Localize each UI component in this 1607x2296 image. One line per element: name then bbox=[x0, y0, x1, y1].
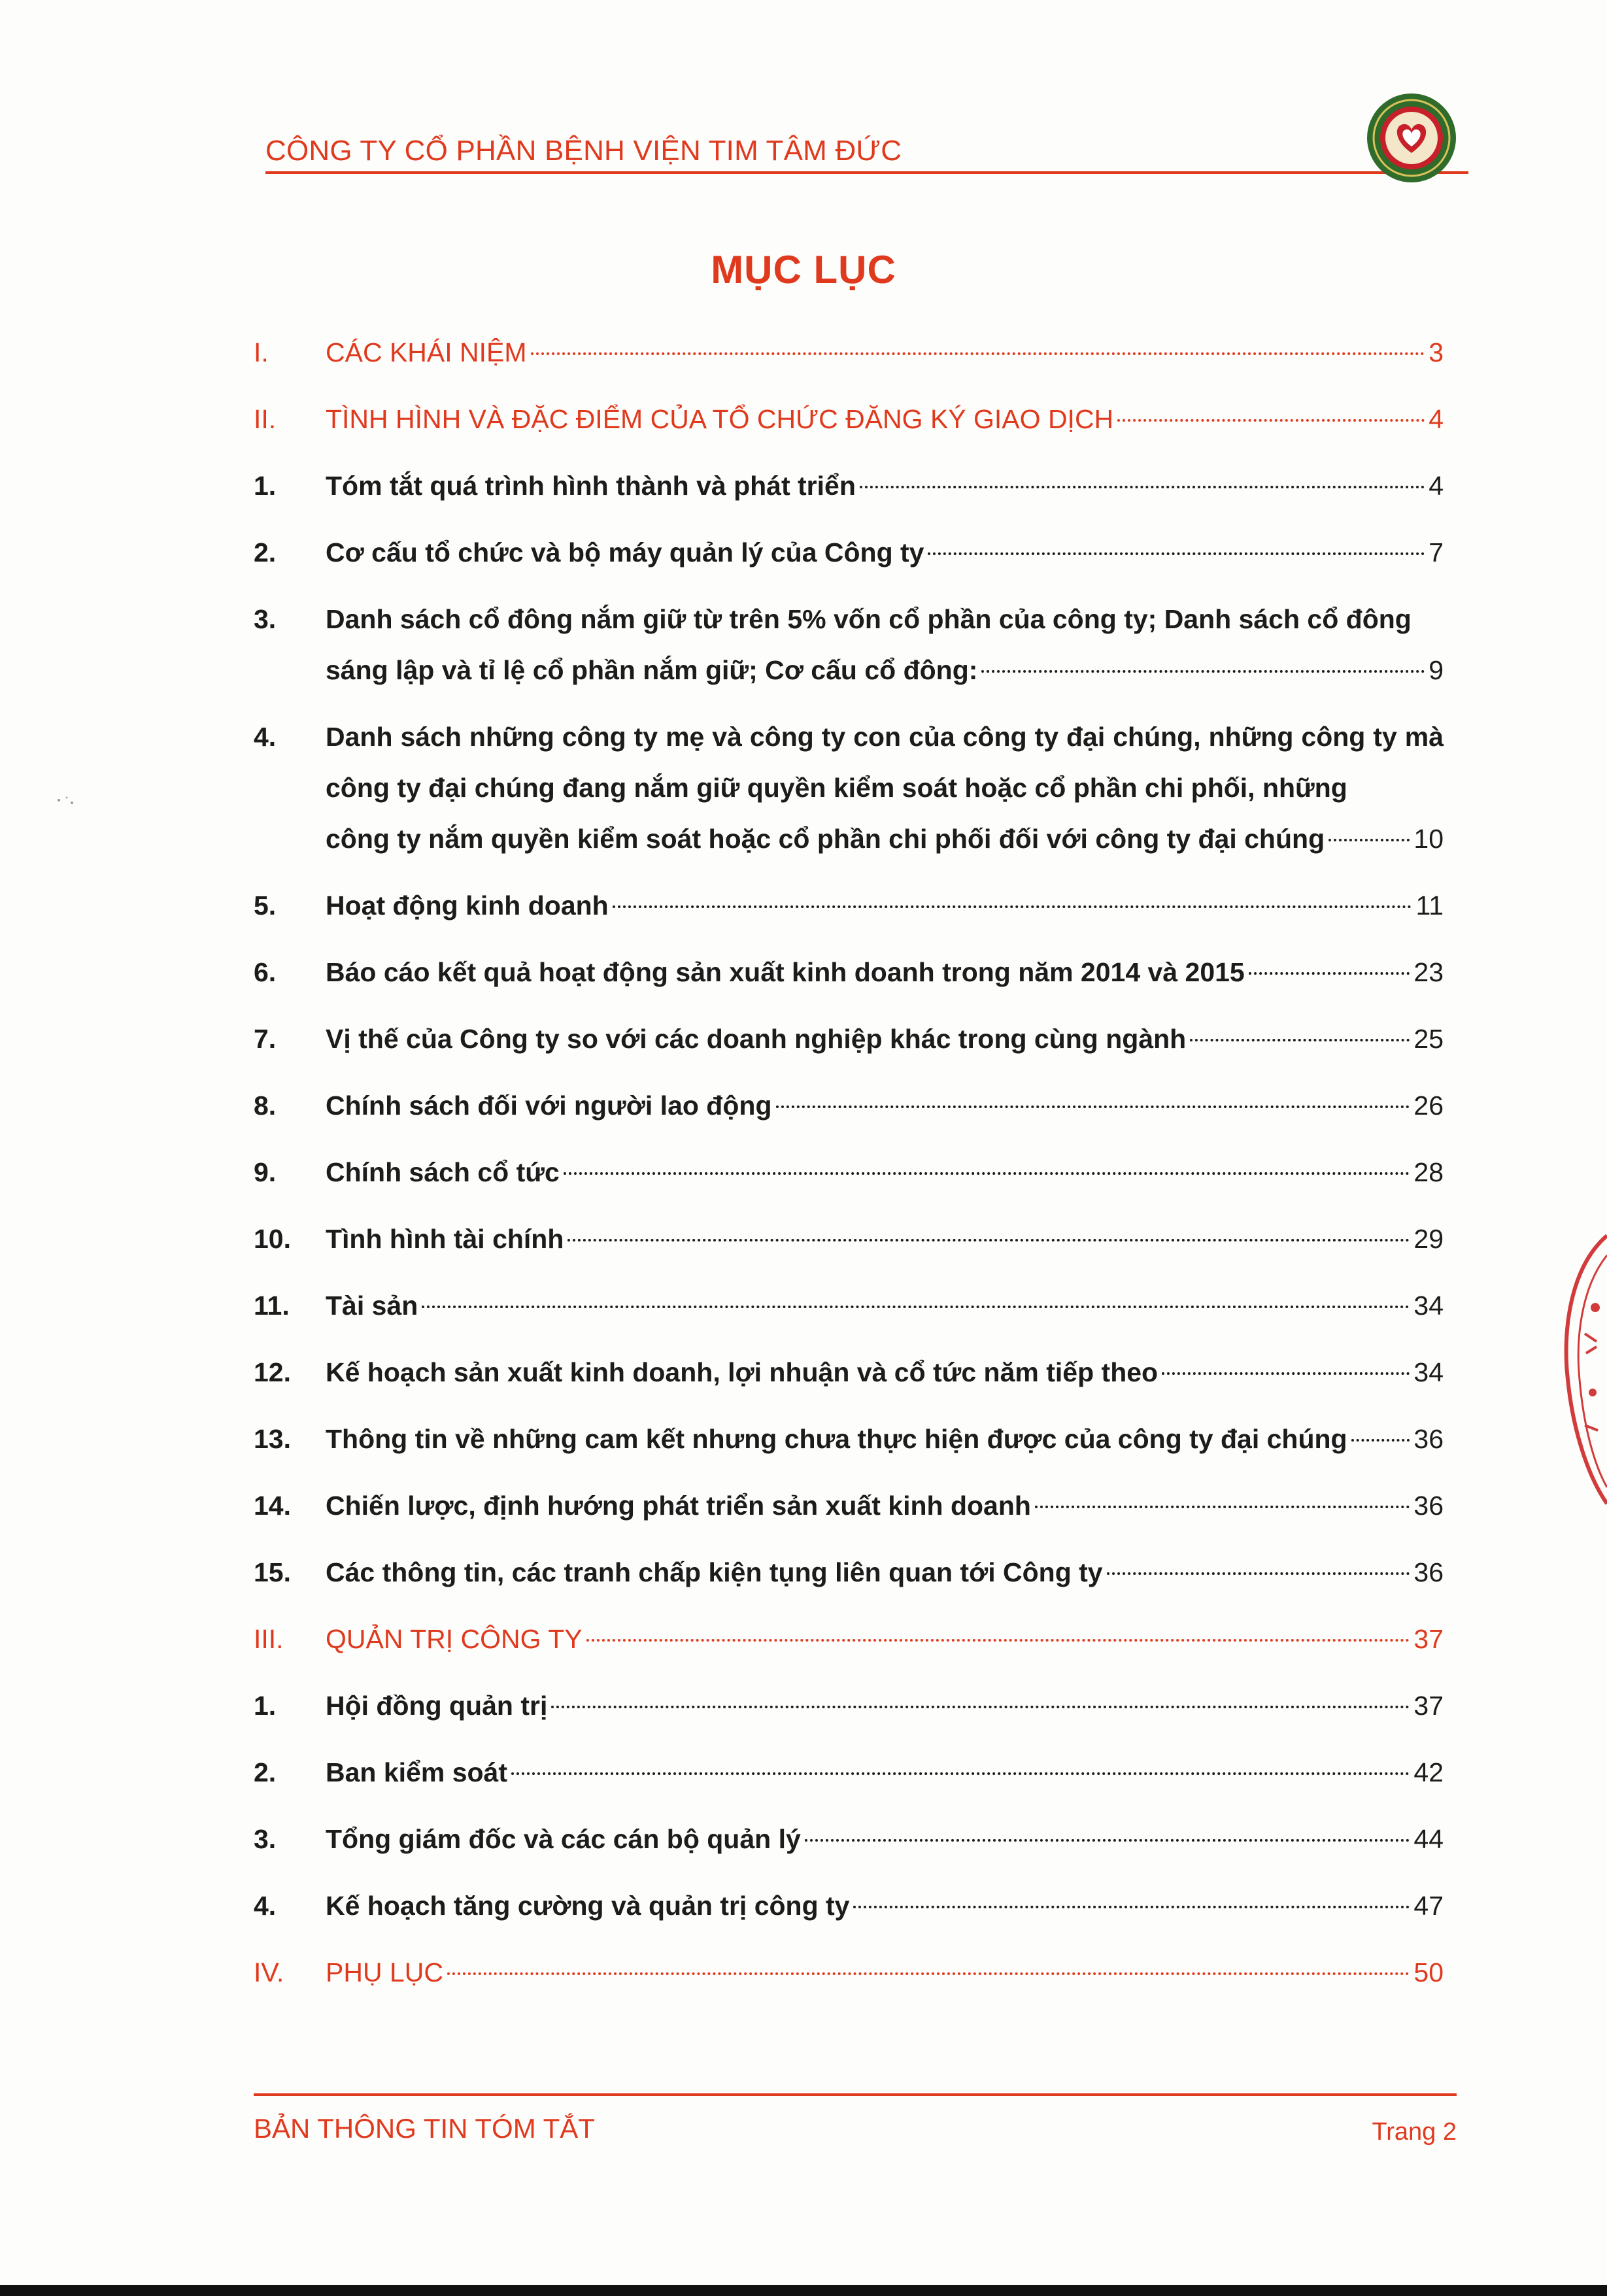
toc-number: I. bbox=[254, 337, 269, 367]
scan-edge bbox=[0, 2285, 1607, 2296]
toc-number: 8. bbox=[254, 1090, 277, 1121]
dot-leader bbox=[776, 1106, 1410, 1108]
toc-entry-body bbox=[326, 1947, 1444, 1998]
toc-item[interactable] bbox=[254, 1280, 1444, 1331]
toc-item[interactable] bbox=[254, 1814, 1444, 1865]
toc-entry-body bbox=[326, 1013, 1444, 1064]
toc-entry-body bbox=[326, 1280, 1444, 1331]
toc-number: 3. bbox=[254, 1824, 277, 1854]
toc-line bbox=[326, 1213, 1444, 1264]
toc-page-number: 34 bbox=[1413, 1291, 1444, 1321]
toc-page-number: 47 bbox=[1413, 1891, 1444, 1921]
dot-leader bbox=[1117, 419, 1425, 422]
toc-line bbox=[326, 1747, 1444, 1798]
toc-label-lead: Danh sách những công ty mẹ và công ty con của công ty đại chúng, những công ty mà công ty đại chúng đang nắm giữ quyền kiểm soát hoặc cổ phần chi phối, những bbox=[326, 722, 1444, 803]
toc-entry-body bbox=[326, 1613, 1444, 1664]
dot-leader bbox=[531, 352, 1425, 355]
page-header bbox=[265, 92, 1468, 180]
toc-page-number: 26 bbox=[1413, 1090, 1444, 1121]
toc-item[interactable] bbox=[254, 460, 1444, 511]
toc-label: Ban kiểm soát bbox=[326, 1757, 507, 1787]
toc-page-number: 36 bbox=[1413, 1424, 1444, 1454]
toc-section[interactable] bbox=[254, 1947, 1444, 1998]
document-title: BẢN THÔNG TIN TÓM TẮT bbox=[254, 2113, 595, 2144]
toc-page-number: 4 bbox=[1429, 404, 1444, 434]
toc-page-number: 3 bbox=[1429, 337, 1444, 367]
toc-number: 7. bbox=[254, 1024, 277, 1054]
toc-page-number: 25 bbox=[1413, 1024, 1444, 1054]
toc-entry-body bbox=[326, 1213, 1444, 1264]
toc-page-number: 23 bbox=[1413, 957, 1444, 987]
toc-line bbox=[326, 1680, 1444, 1731]
toc-page-number: 4 bbox=[1429, 471, 1444, 501]
page-number: Trang 2 bbox=[1372, 2118, 1457, 2146]
toc-label: Cơ cấu tổ chức và bộ máy quản lý của Công ty bbox=[326, 537, 924, 567]
toc-number: 2. bbox=[254, 1757, 277, 1787]
toc-label: PHỤ LỤC bbox=[326, 1957, 443, 1987]
toc-entry-body bbox=[326, 460, 1444, 511]
toc-number: 2. bbox=[254, 537, 277, 567]
toc-entry-body bbox=[326, 594, 1444, 696]
heart-emblem-icon bbox=[1365, 92, 1458, 184]
toc-entry-body bbox=[326, 711, 1444, 864]
toc-entry-body bbox=[326, 394, 1444, 445]
dot-leader bbox=[511, 1772, 1410, 1775]
toc-line bbox=[326, 1613, 1444, 1664]
toc-line bbox=[326, 527, 1444, 578]
toc-line bbox=[326, 327, 1444, 378]
toc-entry-body bbox=[326, 1814, 1444, 1865]
toc-entry-body bbox=[326, 1680, 1444, 1731]
toc-label: công ty nắm quyền kiểm soát hoặc cổ phần chi phối đối với công ty đại chúng bbox=[326, 824, 1325, 854]
toc-item[interactable] bbox=[254, 947, 1444, 998]
toc-line bbox=[326, 880, 1444, 931]
toc-number: 1. bbox=[254, 1691, 277, 1721]
toc-number: 4. bbox=[254, 722, 277, 752]
toc-item[interactable] bbox=[254, 527, 1444, 578]
toc-line bbox=[326, 1480, 1444, 1531]
toc-entry-body bbox=[326, 1080, 1444, 1131]
toc-number: 6. bbox=[254, 957, 277, 987]
toc-label: Kế hoạch tăng cường và quản trị công ty bbox=[326, 1891, 850, 1921]
toc-number: 12. bbox=[254, 1357, 291, 1387]
toc-line bbox=[326, 1280, 1444, 1331]
toc-page-number: 11 bbox=[1415, 890, 1444, 920]
toc-number: 1. bbox=[254, 471, 277, 501]
toc-line bbox=[326, 1013, 1444, 1064]
toc-label: Hội đồng quản trị bbox=[326, 1691, 548, 1721]
toc-entry-body bbox=[326, 1347, 1444, 1398]
toc-line bbox=[326, 813, 1444, 864]
toc-page-number: 37 bbox=[1413, 1624, 1444, 1654]
toc-page-number: 7 bbox=[1429, 537, 1444, 567]
toc-entry-body bbox=[326, 1480, 1444, 1531]
toc-label: Tình hình tài chính bbox=[326, 1224, 564, 1254]
toc-label: Vị thế của Công ty so với các doanh nghiệp khác trong cùng ngành bbox=[326, 1024, 1187, 1054]
toc-item[interactable] bbox=[254, 880, 1444, 931]
dot-leader bbox=[1190, 1039, 1410, 1041]
toc-number: 5. bbox=[254, 890, 277, 920]
toc-entry-body bbox=[326, 1880, 1444, 1931]
toc-item[interactable] bbox=[254, 711, 1444, 864]
toc-line bbox=[326, 1413, 1444, 1464]
toc-line bbox=[326, 460, 1444, 511]
toc-line bbox=[326, 1880, 1444, 1931]
toc-item[interactable] bbox=[254, 1680, 1444, 1731]
toc-item[interactable] bbox=[254, 1547, 1444, 1598]
red-stamp-partial bbox=[1556, 1229, 1607, 1510]
toc-label: Thông tin về những cam kết nhưng chưa thực hiện được của công ty đại chúng bbox=[326, 1424, 1347, 1454]
toc-line bbox=[326, 1080, 1444, 1131]
company-name: CÔNG TY CỔ PHẦN BỆNH VIỆN TIM TÂM ĐỨC bbox=[265, 135, 902, 167]
toc-number: II. bbox=[254, 404, 277, 434]
toc-item[interactable] bbox=[254, 1880, 1444, 1931]
toc-number: III. bbox=[254, 1624, 284, 1654]
dot-leader bbox=[1107, 1572, 1410, 1575]
toc-page-number: 36 bbox=[1413, 1557, 1444, 1587]
toc-line bbox=[326, 1547, 1444, 1598]
toc-number: IV. bbox=[254, 1957, 284, 1987]
toc-label: Hoạt động kinh doanh bbox=[326, 890, 609, 920]
footer-divider bbox=[254, 2093, 1457, 2096]
dot-leader bbox=[613, 905, 1412, 908]
toc-entry-body bbox=[326, 1747, 1444, 1798]
toc-line bbox=[326, 645, 1444, 696]
toc-item[interactable] bbox=[254, 1747, 1444, 1798]
toc-line bbox=[326, 947, 1444, 998]
dot-leader bbox=[567, 1239, 1410, 1241]
toc-label: Chính sách đối với người lao động bbox=[326, 1090, 772, 1121]
toc-item[interactable] bbox=[254, 1147, 1444, 1198]
toc-page-number: 29 bbox=[1413, 1224, 1444, 1254]
toc-number: 4. bbox=[254, 1891, 277, 1921]
toc-item[interactable] bbox=[254, 1013, 1444, 1064]
dot-leader bbox=[551, 1706, 1410, 1708]
dot-leader bbox=[860, 486, 1425, 488]
dot-leader bbox=[1162, 1372, 1410, 1375]
toc-label-lead: Danh sách cổ đông nắm giữ từ trên 5% vốn cổ phần của công ty; Danh sách cổ đông bbox=[326, 604, 1412, 634]
toc-item[interactable] bbox=[254, 1347, 1444, 1398]
toc-item[interactable] bbox=[254, 594, 1444, 696]
toc-line bbox=[326, 1147, 1444, 1198]
page-footer bbox=[254, 2093, 1457, 2159]
toc-label: Các thông tin, các tranh chấp kiện tụng liên quan tới Công ty bbox=[326, 1557, 1103, 1587]
toc-page-number: 44 bbox=[1413, 1824, 1444, 1854]
toc-label: Tổng giám đốc và các cán bộ quản lý bbox=[326, 1824, 801, 1854]
table-of-contents bbox=[254, 327, 1444, 2014]
toc-number: 13. bbox=[254, 1424, 291, 1454]
toc-label: Báo cáo kết quả hoạt động sản xuất kinh doanh trong năm 2014 và 2015 bbox=[326, 957, 1245, 987]
toc-label: CÁC KHÁI NIỆM bbox=[326, 337, 527, 367]
header-divider bbox=[265, 171, 1468, 174]
toc-number: 9. bbox=[254, 1157, 277, 1187]
toc-page-number: 42 bbox=[1413, 1757, 1444, 1787]
toc-entry-body bbox=[326, 1147, 1444, 1198]
dot-leader bbox=[853, 1906, 1410, 1908]
dot-leader bbox=[422, 1306, 1410, 1308]
toc-label: Tài sản bbox=[326, 1291, 418, 1321]
toc-section[interactable] bbox=[254, 1613, 1444, 1664]
toc-line bbox=[326, 1347, 1444, 1398]
toc-page-number: 9 bbox=[1429, 655, 1444, 685]
toc-page-number: 34 bbox=[1413, 1357, 1444, 1387]
toc-label: sáng lập và tỉ lệ cổ phần nắm giữ; Cơ cấu cổ đông: bbox=[326, 655, 978, 685]
toc-number: 10. bbox=[254, 1224, 291, 1254]
toc-number: 11. bbox=[254, 1291, 290, 1321]
toc-page-number: 10 bbox=[1413, 824, 1444, 854]
dot-leader bbox=[1249, 972, 1410, 975]
toc-line bbox=[326, 1814, 1444, 1865]
toc-line bbox=[326, 394, 1444, 445]
toc-number: 14. bbox=[254, 1491, 291, 1521]
toc-entry-body bbox=[326, 1413, 1444, 1464]
toc-entry-body bbox=[326, 527, 1444, 578]
toc-section[interactable] bbox=[254, 394, 1444, 445]
toc-page-number: 50 bbox=[1413, 1957, 1444, 1987]
toc-label: Tóm tắt quá trình hình thành và phát triển bbox=[326, 471, 856, 501]
toc-item[interactable] bbox=[254, 1213, 1444, 1264]
toc-label: TÌNH HÌNH VÀ ĐẶC ĐIỂM CỦA TỔ CHỨC ĐĂNG KÝ GIAO DỊCH bbox=[326, 404, 1114, 434]
scan-speck bbox=[54, 791, 80, 811]
toc-page-number: 36 bbox=[1413, 1491, 1444, 1521]
dot-leader bbox=[586, 1639, 1410, 1642]
toc-label: Chính sách cổ tức bbox=[326, 1157, 560, 1187]
toc-number: 3. bbox=[254, 604, 277, 634]
toc-entry-body bbox=[326, 947, 1444, 998]
toc-title: MỤC LỤC bbox=[711, 248, 896, 292]
toc-item[interactable] bbox=[254, 1413, 1444, 1464]
toc-label: QUẢN TRỊ CÔNG TY bbox=[326, 1624, 583, 1654]
dot-leader bbox=[564, 1172, 1410, 1175]
toc-number: 15. bbox=[254, 1557, 291, 1587]
toc-label: Chiến lược, định hướng phát triển sản xuất kinh doanh bbox=[326, 1491, 1031, 1521]
toc-entry-body bbox=[326, 880, 1444, 931]
toc-page-number: 28 bbox=[1413, 1157, 1444, 1187]
dot-leader bbox=[981, 670, 1425, 673]
toc-line bbox=[326, 1947, 1444, 1998]
toc-entry-body bbox=[326, 1547, 1444, 1598]
toc-item[interactable] bbox=[254, 1080, 1444, 1131]
dot-leader bbox=[447, 1972, 1410, 1975]
toc-section[interactable] bbox=[254, 327, 1444, 378]
dot-leader bbox=[1351, 1439, 1410, 1442]
toc-page-number: 37 bbox=[1413, 1691, 1444, 1721]
dot-leader bbox=[1035, 1506, 1410, 1508]
toc-entry-body bbox=[326, 327, 1444, 378]
dot-leader bbox=[1328, 839, 1410, 841]
dot-leader bbox=[928, 552, 1425, 555]
toc-item[interactable] bbox=[254, 1480, 1444, 1531]
dot-leader bbox=[805, 1839, 1410, 1842]
toc-label: Kế hoạch sản xuất kinh doanh, lợi nhuận và cổ tức năm tiếp theo bbox=[326, 1357, 1159, 1387]
